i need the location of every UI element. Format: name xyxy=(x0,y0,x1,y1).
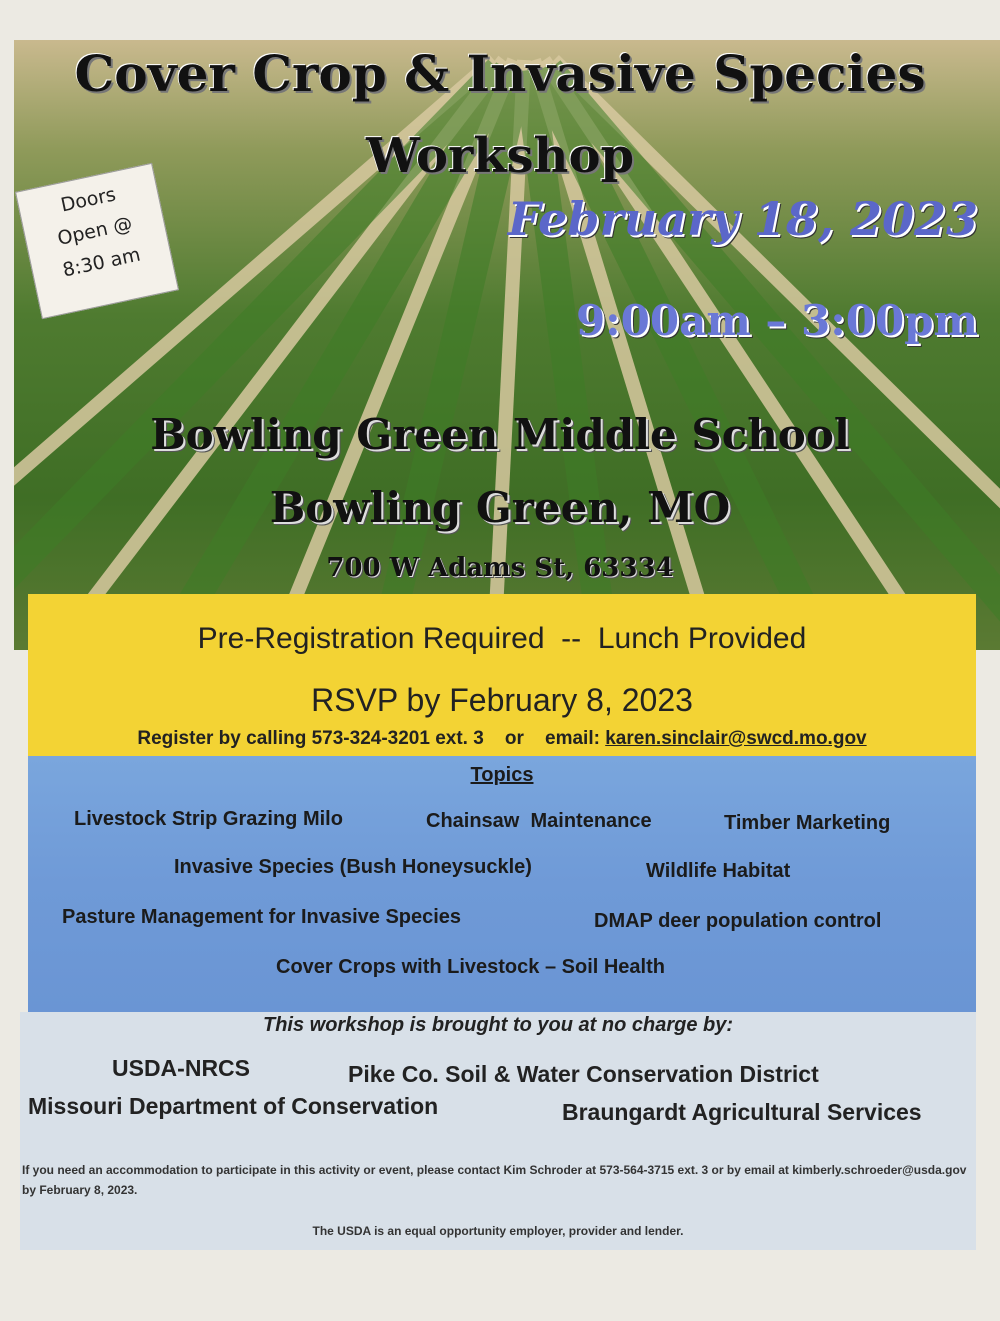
event-time: 9:00am – 3:00pm xyxy=(575,296,978,345)
topics-heading: Topics xyxy=(470,764,534,786)
doors-line: Open @ xyxy=(55,212,135,250)
register-contact xyxy=(28,728,976,750)
event-venue: Bowling Green Middle School xyxy=(150,410,850,459)
flyer-title-workshop: Workshop xyxy=(365,128,635,184)
event-city: Bowling Green, MO xyxy=(269,483,731,532)
topic-item: Wildlife Habitat xyxy=(646,860,791,882)
flyer-title: Cover Crop & Invasive Species xyxy=(74,44,926,103)
sponsor-name: Missouri Department of Conservation xyxy=(28,1093,439,1119)
event-date: February 18, 2023 xyxy=(507,192,978,246)
register-phone-text: Register by calling 573-324-3201 ext. 3 or email: xyxy=(137,728,606,749)
equal-opportunity-statement: The USDA is an equal opportunity employer, provider and lender. xyxy=(312,1224,684,1238)
sponsor-name: Pike Co. Soil & Water Conservation District xyxy=(348,1061,819,1087)
register-email-link[interactable]: karen.sinclair@swcd.mo.gov xyxy=(605,728,867,749)
event-address: 700 W Adams St, 63334 xyxy=(326,553,674,583)
topics-band xyxy=(28,756,976,1012)
sponsors-intro: This workshop is brought to you at no charge by: xyxy=(262,1014,734,1036)
topic-item: Timber Marketing xyxy=(724,812,891,834)
doors-line: Doors xyxy=(58,183,118,217)
topic-item: Invasive Species (Bush Honeysuckle) xyxy=(174,856,532,878)
sponsor-name: USDA-NRCS xyxy=(112,1055,250,1081)
topic-item: Pasture Management for Invasive Species xyxy=(62,906,462,928)
doors-line: 8:30 am xyxy=(60,243,143,282)
registration-band xyxy=(28,594,976,756)
topic-item: DMAP deer population control xyxy=(594,910,882,932)
topic-item: Cover Crops with Livestock – Soil Health xyxy=(276,956,665,978)
preregistration-note: Pre-Registration Required -- Lunch Provided xyxy=(197,622,807,655)
rsvp-deadline: RSVP by February 8, 2023 xyxy=(311,682,693,718)
accommodation-notice: If you need an accommodation to participate in this activity or event, please contact Kim Schroder at 573-564-3715 ext. 3 or by email at kimberly.schroeder@usda.gov by February 8, 2023. xyxy=(22,1163,967,1197)
sponsors-band xyxy=(20,1012,976,1250)
topic-item: Chainsaw Maintenance xyxy=(426,810,652,832)
topic-item: Livestock Strip Grazing Milo xyxy=(74,808,343,830)
sponsor-name: Braungardt Agricultural Services xyxy=(562,1099,922,1125)
